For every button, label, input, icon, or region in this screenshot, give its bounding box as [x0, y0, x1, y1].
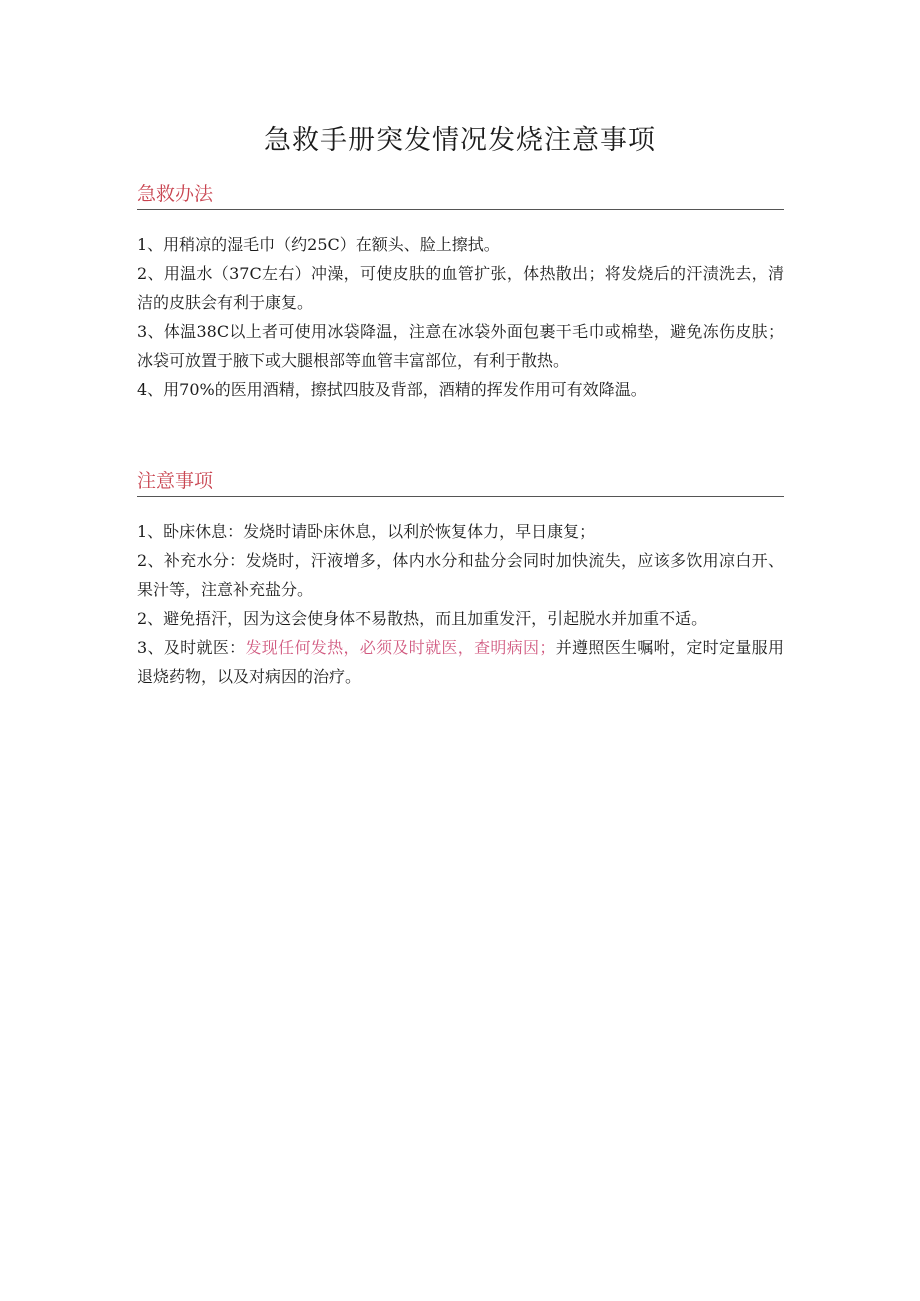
list-item: 1、用稍凉的湿毛巾（约25C）在额头、脸上擦拭。	[137, 235, 500, 254]
list-item: 2、避免捂汗，因为这会使身体不易散热，而且加重发汗，引起脱水并加重不适。	[137, 609, 708, 628]
list-item: 1、卧床休息：发烧时请卧床休息，以利於恢复体力，早日康复；	[137, 522, 596, 541]
list-item	[137, 633, 784, 691]
section-precautions	[137, 468, 784, 691]
page-title: 急救手册突发情况发烧注意事项	[264, 125, 656, 156]
section-heading: 注意事项	[137, 468, 784, 497]
list-item: 3、体温38C以上者可使用冰袋降温，注意在冰袋外面包裹干毛巾或棉垫，避免冻伤皮肤；冰袋可放置于腋下或大腿根部等血管丰富部位，有利于散热。	[137, 322, 784, 370]
list-item: 4、用70%的医用酒精，擦拭四肢及背部，酒精的挥发作用可有效降温。	[137, 380, 647, 399]
section-first-aid	[137, 181, 784, 404]
section-heading: 急救办法	[137, 181, 784, 210]
list-item: 2、补充水分：发烧时，汗液增多，体内水分和盐分会同时加快流失，应该多饮用凉白开、果汁等，注意补充盐分。	[137, 551, 784, 599]
list-item: 2、用温水（37C左右）冲澡，可使皮肤的血管扩张，体热散出；将发烧后的汗渍洗去，清洁的皮肤会有利于康复。	[137, 264, 784, 312]
item-suffix: 并遵照医生嘱咐，定时定量服用退烧药物，以及对病因的治疗。	[137, 638, 784, 686]
item-list	[137, 517, 784, 691]
item-list	[137, 230, 784, 404]
item-prefix: 3、及时就医：	[137, 638, 246, 657]
highlighted-text: 发现任何发热，必须及时就医，查明病因；	[245, 638, 556, 657]
